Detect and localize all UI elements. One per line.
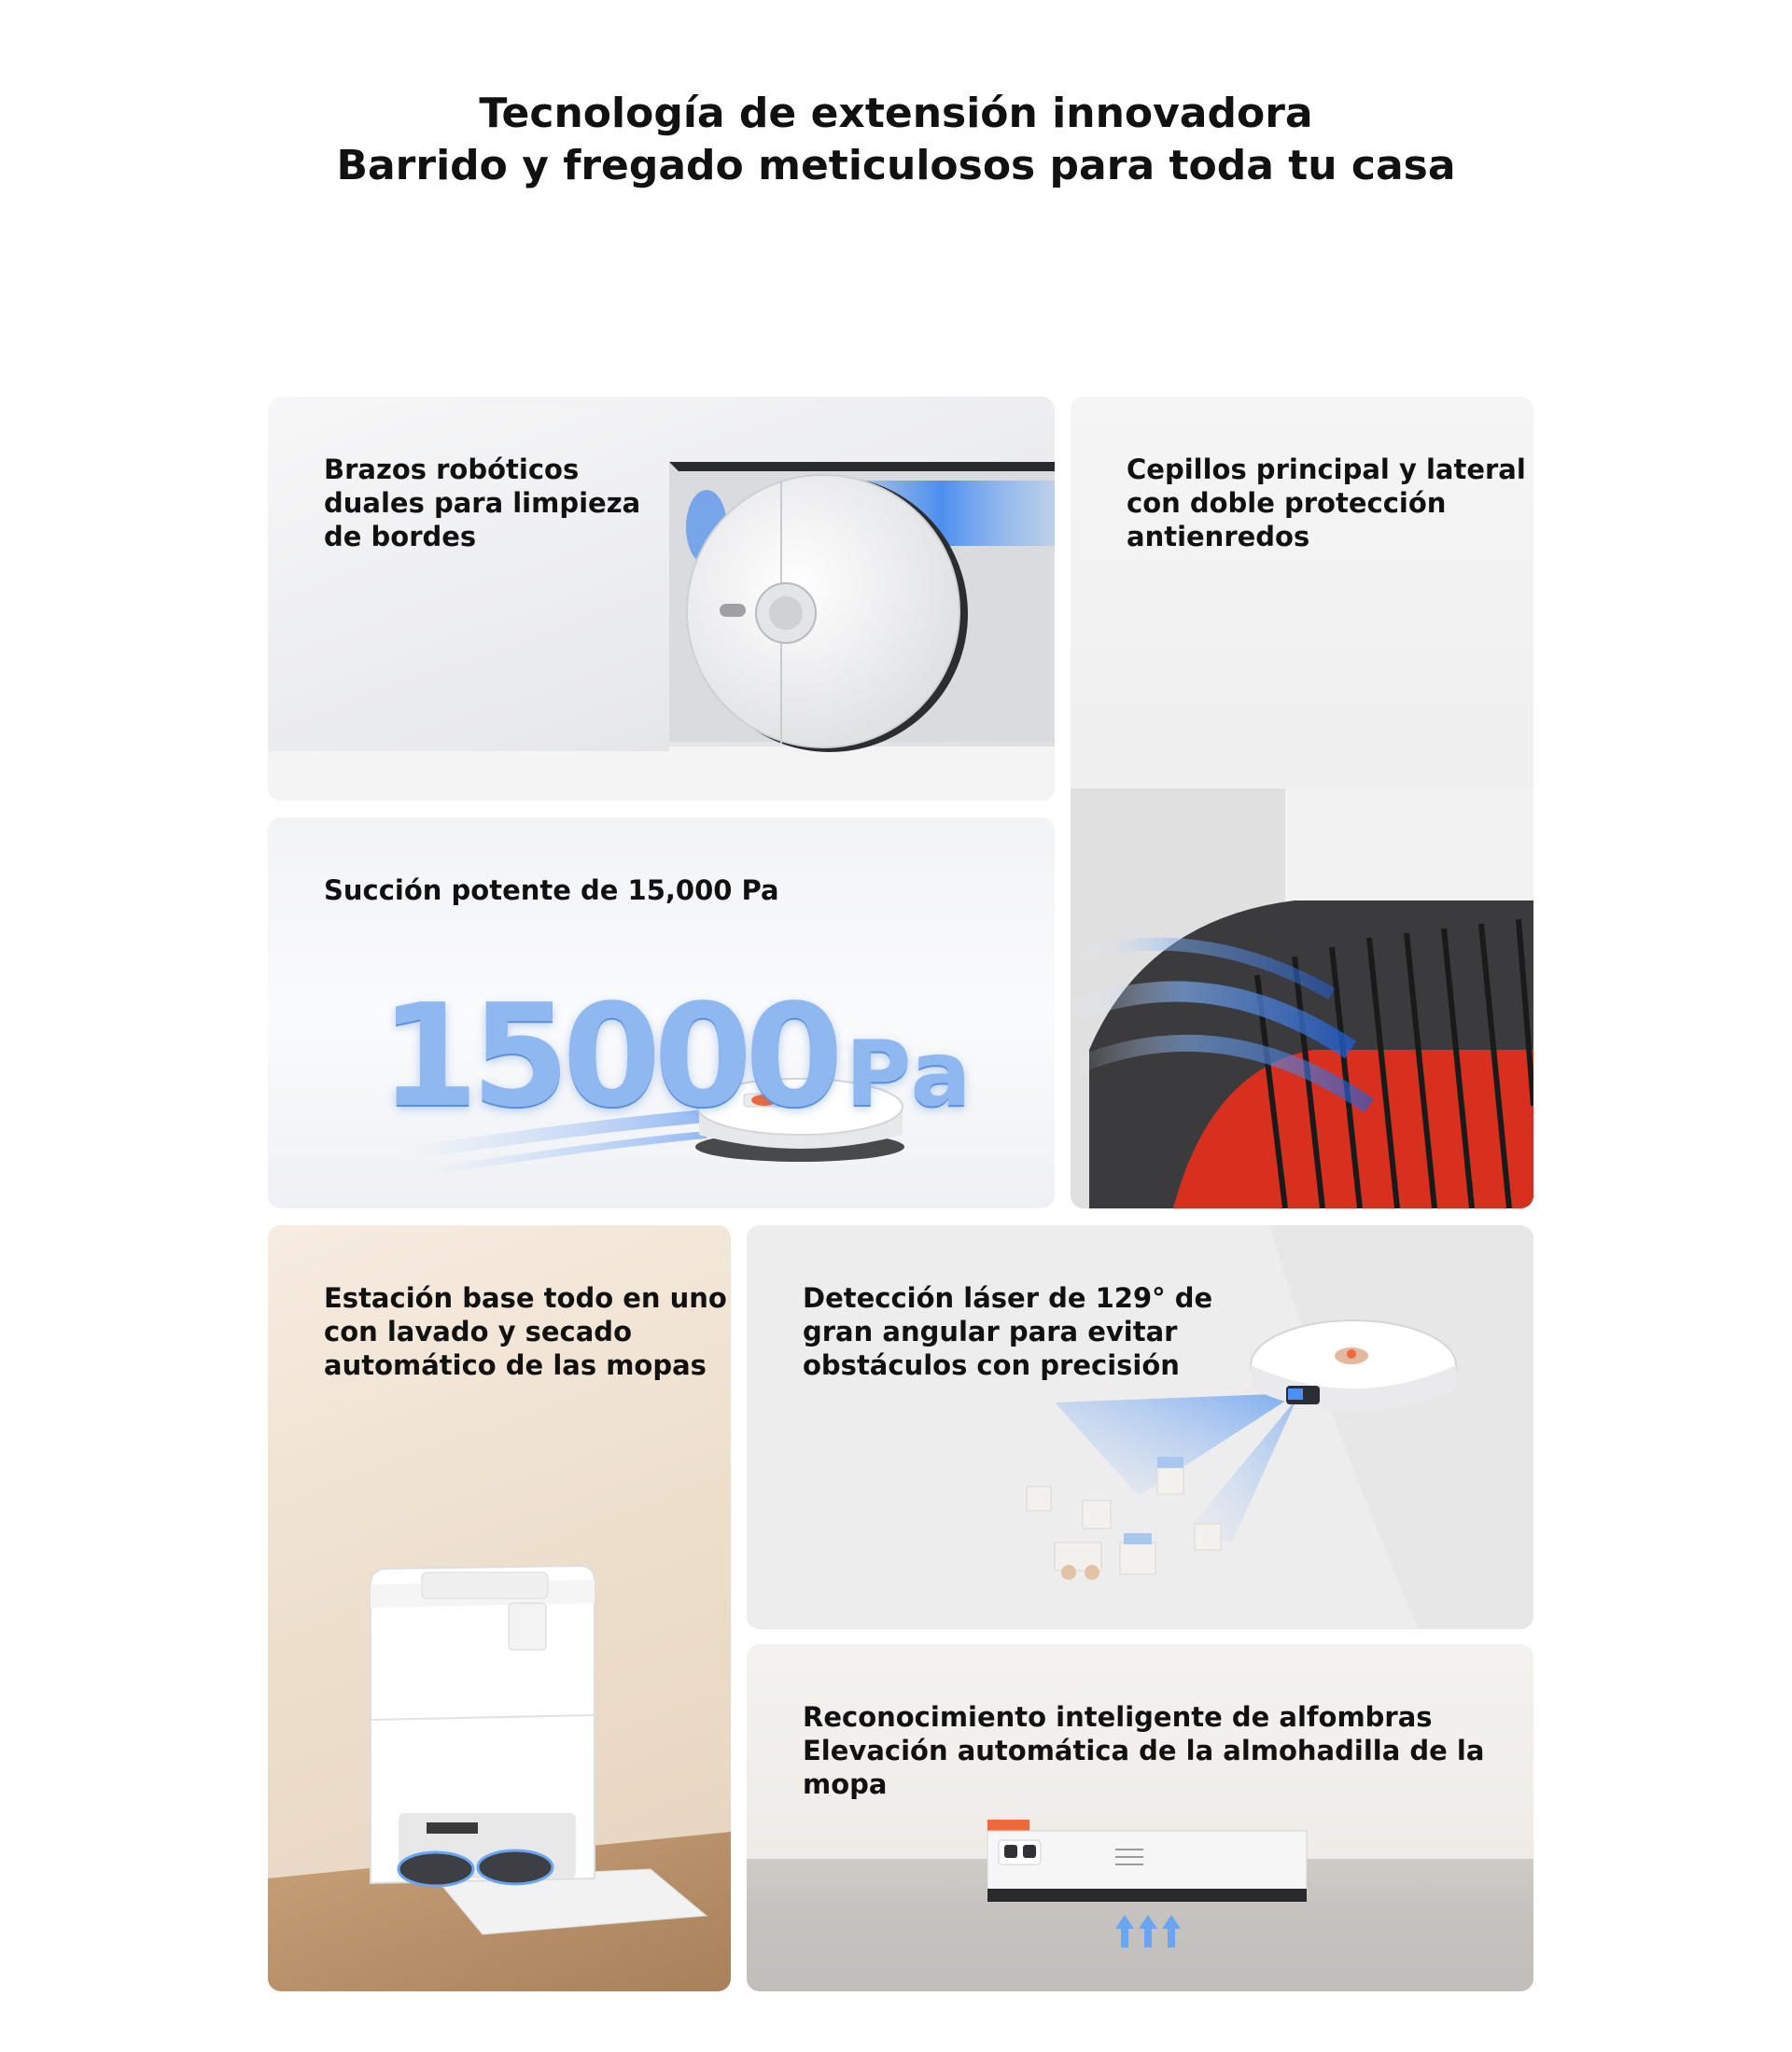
feature-card-carpet-recognition [747,1644,1533,1991]
feature-title-carpet-recognition: Reconocimiento inteligente de alfombras Elevación automática de la almohadilla de la mopa [803,1701,1485,1800]
suction-big-number: 15000 [380,973,836,1138]
feature-title-suction-power: Succión potente de 15,000 Pa [324,874,779,906]
feature-title-base-station: Estación base todo en uno con lavado y secado automático de las mopas [324,1282,727,1381]
headline-line-2: Barrido y fregado meticulosos para toda tu casa [336,142,1456,189]
feature-card-anti-tangle-brushes [1071,397,1533,1208]
feature-title-laser-detection: Detección láser de 129° de gran angular para evitar obstáculos con precisión [803,1282,1213,1381]
suction-big-value [380,973,973,1138]
page-headline [0,88,1792,192]
suction-big-unit: Pa [845,1022,973,1126]
feature-card-suction-power [268,817,1055,1208]
feature-card-laser-detection [747,1225,1533,1629]
carpet-recognition-illustration [747,1644,1533,1991]
feature-title-anti-tangle-brushes: Cepillos principal y lateral con doble protección antienredos [1127,454,1526,552]
feature-card-edge-cleaning [268,397,1055,801]
headline-line-1: Tecnología de extensión innovadora [479,90,1313,137]
feature-title-edge-cleaning: Brazos robóticos duales para limpieza de bordes [324,454,641,552]
feature-card-base-station [268,1225,731,1991]
